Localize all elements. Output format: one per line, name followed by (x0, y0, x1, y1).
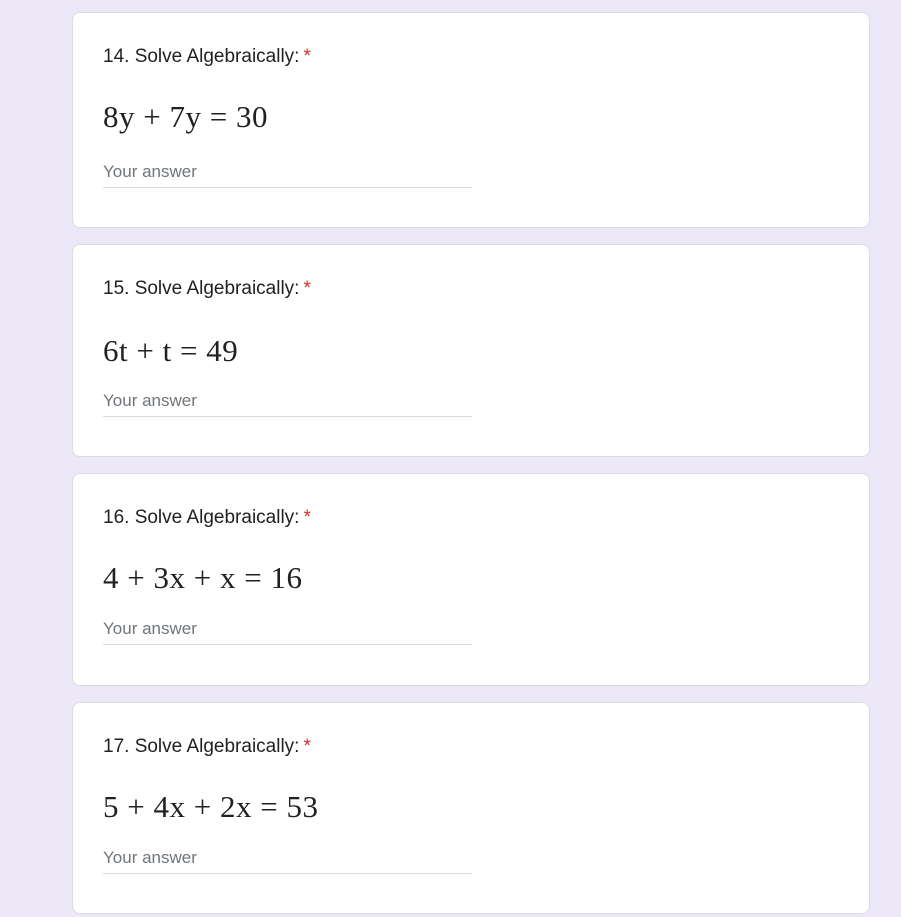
equation-image: 8y + 7y = 30 (103, 99, 268, 134)
required-asterisk: * (303, 736, 311, 757)
question-card-16 (72, 473, 870, 686)
question-title-text: 16. Solve Algebraically: (103, 507, 300, 528)
question-card-17 (72, 702, 870, 914)
question-card-15 (72, 244, 870, 457)
question-title-text: 14. Solve Algebraically: (103, 46, 300, 67)
answer-input[interactable] (103, 156, 472, 188)
equation-image: 5 + 4x + 2x = 53 (103, 789, 319, 824)
required-asterisk: * (303, 46, 311, 67)
question-title (103, 278, 311, 300)
question-title (103, 507, 311, 529)
equation-image: 6t + t = 49 (103, 333, 239, 368)
required-asterisk: * (303, 278, 311, 299)
question-title-text: 17. Solve Algebraically: (103, 736, 300, 757)
question-title (103, 46, 311, 68)
question-card-14 (72, 12, 870, 228)
equation-image: 4 + 3x + x = 16 (103, 560, 303, 595)
question-title-text: 15. Solve Algebraically: (103, 278, 300, 299)
required-asterisk: * (303, 507, 311, 528)
answer-input[interactable] (103, 385, 472, 417)
answer-input[interactable] (103, 842, 472, 874)
answer-input[interactable] (103, 613, 472, 645)
question-title (103, 736, 311, 758)
